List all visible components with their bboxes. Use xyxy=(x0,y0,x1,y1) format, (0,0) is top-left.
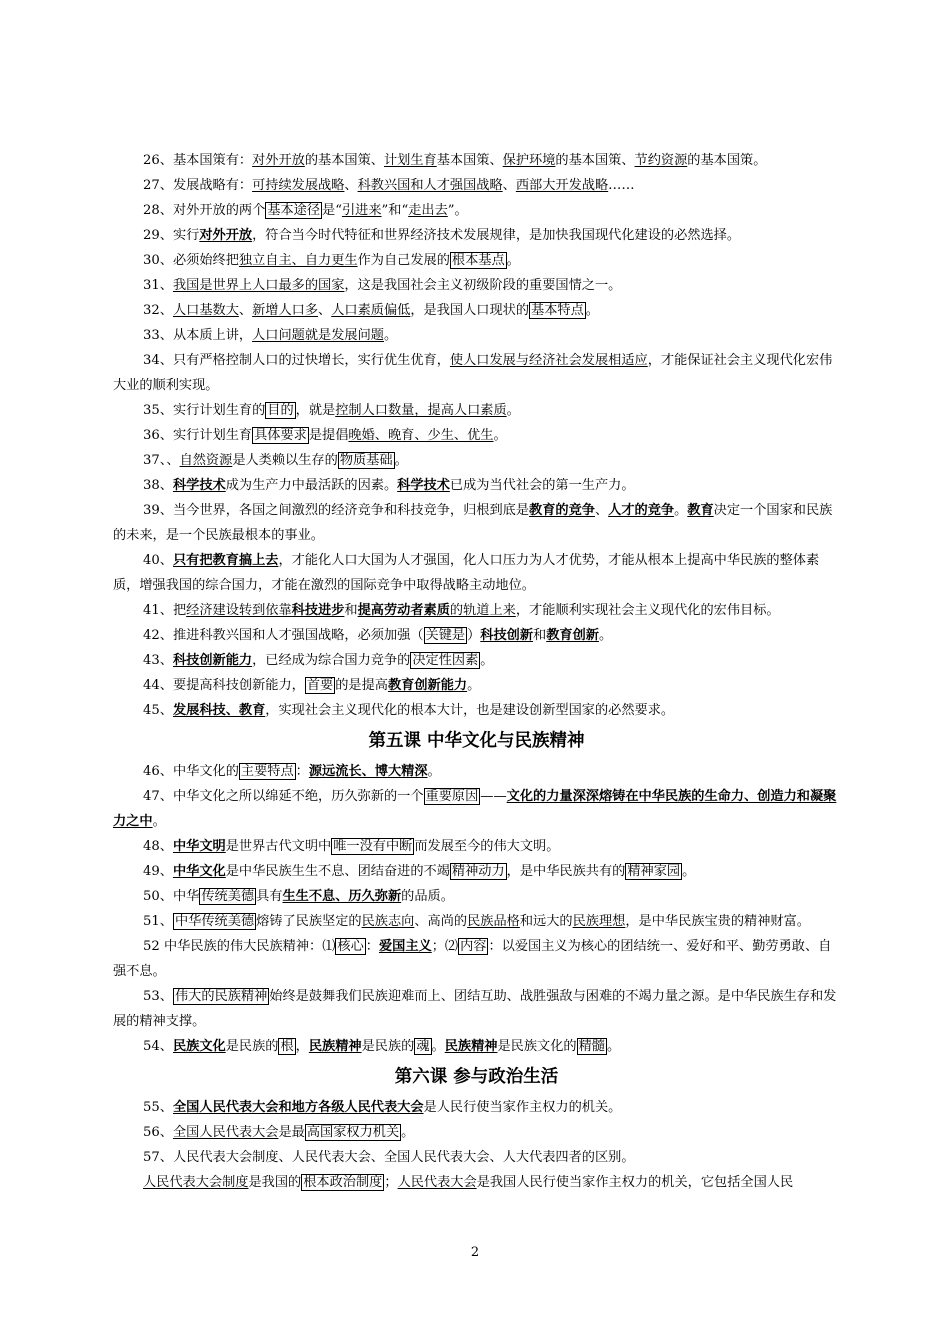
text-run: ，实现社会主义现代化的根本大计，也是建设创新型国家的必然要求。 xyxy=(265,703,675,718)
boxed-term: 内容 xyxy=(460,939,487,954)
boxed-term: 传统美德 xyxy=(201,889,255,904)
paragraph-p35 xyxy=(113,398,840,423)
paragraph-p26 xyxy=(113,148,840,173)
text-run: 的是提高 xyxy=(335,678,388,693)
text-run: 44、要提高科技创新能力， xyxy=(143,678,305,693)
emphasized-text: 控制人口数量，提高人口素质 xyxy=(335,403,507,418)
emphasized-text: 晚婚、晚育、少生、优生 xyxy=(348,428,494,443)
text-run: 。 xyxy=(401,1125,415,1140)
emphasized-text: 文化的力量深深熔铸在中华民族的生命力、创造力和凝聚力之中 xyxy=(113,789,837,829)
emphasized-text: 人口素质偏低 xyxy=(331,303,411,318)
text-run: 、 xyxy=(238,303,253,318)
text-run: 熔铸了民族坚定的 xyxy=(256,914,362,929)
emphasized-text: 中华文明 xyxy=(172,839,226,854)
boxed-term: 根本基点 xyxy=(451,253,505,268)
text-run: 和远大的 xyxy=(519,914,573,929)
boxed-term: 重要原因 xyxy=(425,789,479,804)
paragraph-p57 xyxy=(113,1145,840,1170)
boxed-term: 精神家园 xyxy=(627,864,681,879)
text-run: 的基本国策。 xyxy=(687,153,767,168)
text-run: 49、 xyxy=(143,864,173,879)
emphasized-text: 节约资源 xyxy=(634,153,688,168)
boxed-term: 基本途径 xyxy=(267,203,321,218)
emphasized-text: 科学技术 xyxy=(172,478,226,493)
emphasized-text: 民族精神 xyxy=(308,1039,362,1054)
text-run: 、 xyxy=(502,178,516,193)
emphasized-text: 的轨道上来 xyxy=(449,603,516,618)
text-run: 决定一个国家和民族的未来，是一个民族最根本的事业。 xyxy=(113,503,833,543)
text-run: ，才能保证社会主义现代化宏伟大业的顺利实现。 xyxy=(113,353,833,393)
paragraph-p56 xyxy=(113,1120,840,1145)
emphasized-text: 民族志向 xyxy=(361,914,415,929)
text-run: ： xyxy=(365,939,379,954)
text-run: 27、发展战略有： xyxy=(143,178,253,193)
text-run: 53、 xyxy=(143,989,173,1004)
text-run: 、 xyxy=(318,303,332,318)
text-run: 42、推进科教兴国和人才强国战略，必须加强（ xyxy=(143,628,424,643)
paragraph-p32 xyxy=(113,298,840,323)
emphasized-text: 使人口发展与经济社会发展相适应 xyxy=(449,353,648,368)
text-run: 52 中华民族的伟大民族精神：⑴ xyxy=(143,939,336,954)
text-run: 28、对外开放的两个 xyxy=(143,203,266,218)
text-run: ，已经成为综合国力竞争的 xyxy=(252,653,411,668)
text-run: 41、把 xyxy=(143,603,187,618)
emphasized-text: 只有把教育搞上去 xyxy=(172,553,279,568)
text-run: 、 xyxy=(594,503,609,518)
text-run: 。 xyxy=(427,764,441,779)
paragraph-p50 xyxy=(113,884,840,909)
paragraph-p43 xyxy=(113,648,840,673)
text-run: 。 xyxy=(383,328,398,343)
text-run: ，是中华民族宝贵的精神财富。 xyxy=(625,914,810,929)
text-run: 基本国策、 xyxy=(436,153,503,168)
boxed-term: 物质基础 xyxy=(339,453,393,468)
emphasized-text: 人民代表大会制度 xyxy=(143,1175,249,1190)
emphasized-text: 科学技术 xyxy=(397,478,450,493)
text-run: 和 xyxy=(533,628,547,643)
text-run: 具有 xyxy=(256,889,283,904)
text-run: 37、、 xyxy=(143,453,180,468)
text-run: 47、中华文化之所以绵延不绝，历久弥新的一个 xyxy=(143,789,424,804)
text-run: 31、 xyxy=(143,278,173,293)
section-heading: 第五课 中华文化与民族精神 xyxy=(368,731,585,751)
text-run: 是人民行使当家作主权力的机关。 xyxy=(423,1100,622,1115)
text-run: —— xyxy=(480,789,507,804)
text-run: 。 xyxy=(480,653,494,668)
text-run: 46、中华文化的 xyxy=(143,764,239,779)
text-run: …… xyxy=(608,178,635,193)
paragraph-p40 xyxy=(113,548,840,598)
emphasized-text: 全国人民代表大会 xyxy=(172,1125,279,1140)
text-run: 是“ xyxy=(322,203,342,218)
text-run: 的品质。 xyxy=(401,889,454,904)
text-run: 。 xyxy=(674,503,688,518)
emphasized-text: 提高劳动者素质 xyxy=(357,603,450,618)
text-run: ”和“ xyxy=(381,203,409,218)
text-run: ，就是 xyxy=(295,403,336,418)
text-run: ：以爱国主义为核心的团结统一、爱好和平、勤劳勇敢、自强不息。 xyxy=(113,939,832,979)
boxed-term: 决定性因素 xyxy=(412,653,479,668)
text-run: 30、必须始终把 xyxy=(143,253,239,268)
text-run: 是中华民族生生不息、团结奋进的不竭 xyxy=(225,864,450,879)
boxed-term: 目的 xyxy=(267,403,294,418)
emphasized-text: 走出去 xyxy=(408,203,448,218)
text-run: 。 xyxy=(606,1039,621,1054)
paragraph-p37 xyxy=(113,448,840,473)
text-run: 作为自己发展的 xyxy=(357,253,450,268)
text-run: 36、实行计划生育 xyxy=(143,428,253,443)
boxed-term: 魂 xyxy=(416,1039,430,1054)
emphasized-text: 科技创新 xyxy=(480,628,534,643)
paragraph-p27 xyxy=(113,173,840,198)
paragraph-p46 xyxy=(113,759,840,784)
text-run: 成为生产力中最活跃的因素。 xyxy=(225,478,398,493)
emphasized-text: 科教兴国和人才强国战略 xyxy=(357,178,503,193)
boxed-term: 伟大的民族精神 xyxy=(174,989,268,1004)
text-run: 56、 xyxy=(143,1125,173,1140)
emphasized-text: 民族精神 xyxy=(444,1039,498,1054)
text-run: ；⑵ xyxy=(431,939,459,954)
emphasized-text: 教育创新能力 xyxy=(387,678,468,693)
paragraph-p45 xyxy=(113,698,840,723)
text-run: 而发展至今的伟大文明。 xyxy=(414,839,560,854)
text-run: 是民族的 xyxy=(361,1039,415,1054)
text-run: ） xyxy=(467,628,481,643)
text-run: 始终是鼓舞我们民族迎难而上、团结互助、战胜强敌与困难的不竭力量之源。是中华民族生存和发展的精神支撑。 xyxy=(113,989,837,1029)
emphasized-text: 经济建设转到依靠 xyxy=(186,603,292,618)
paragraph-p38 xyxy=(113,473,840,498)
text-run: ，这是我国社会主义初级阶段的重要国情之一。 xyxy=(344,278,622,293)
boxed-term: 高国家权力机关 xyxy=(306,1125,400,1140)
text-run: 的基本国策、 xyxy=(304,153,384,168)
boxed-term: 关键是 xyxy=(425,628,466,643)
paragraph-p34 xyxy=(113,348,840,398)
paragraph-p39 xyxy=(113,498,840,548)
text-run: 是民族的 xyxy=(225,1039,279,1054)
boxed-term: 首要 xyxy=(306,678,334,693)
emphasized-text: 对外开放 xyxy=(252,153,305,168)
boxed-term: 核心 xyxy=(337,939,364,954)
paragraph-p48 xyxy=(113,834,840,859)
emphasized-text: 教育 xyxy=(687,503,714,518)
emphasized-text: 爱国主义 xyxy=(378,939,432,954)
text-run: 是我国的 xyxy=(248,1175,302,1190)
text-run: 38、 xyxy=(143,478,173,493)
boxed-term: 基本特点 xyxy=(531,303,584,318)
text-run: 34、只有严格控制人口的过快增长，实行优生优育， xyxy=(143,353,450,368)
text-run: 、高尚的 xyxy=(414,914,468,929)
emphasized-text: 保护环境 xyxy=(502,153,556,168)
paragraph-p44 xyxy=(113,673,840,698)
text-run: 55、 xyxy=(143,1100,173,1115)
paragraph-p51 xyxy=(113,909,840,934)
emphasized-text: 人口问题就是发展问题 xyxy=(252,328,384,343)
text-run: 。 xyxy=(431,1039,445,1054)
text-run: 。 xyxy=(394,453,408,468)
emphasized-text: 民族理想 xyxy=(572,914,626,929)
text-run: 是我国人民行使当家作主权力的机关，它包括全国人民 xyxy=(476,1175,794,1190)
paragraph-p47 xyxy=(113,784,840,834)
paragraph-p29 xyxy=(113,223,840,248)
text-run: 。 xyxy=(493,428,507,443)
emphasized-text: 引进来 xyxy=(341,203,382,218)
text-run: 。 xyxy=(506,253,520,268)
text-run: ，是我国人口现状的 xyxy=(410,303,530,318)
paragraph-p33 xyxy=(113,323,840,348)
emphasized-text: 生生不息、历久弥新 xyxy=(282,889,402,904)
emphasized-text: 科技进步 xyxy=(291,603,345,618)
emphasized-text: 人民代表大会 xyxy=(397,1175,477,1190)
text-run: 、 xyxy=(344,178,358,193)
text-run: 是提倡 xyxy=(308,428,349,443)
paragraph-p54 xyxy=(113,1034,840,1059)
text-run: 是民族文化的 xyxy=(497,1039,577,1054)
section-heading: 第六课 参与政治生活 xyxy=(394,1067,559,1087)
emphasized-text: 计划生育 xyxy=(383,153,437,168)
emphasized-text: 人口基数大 xyxy=(172,303,239,318)
paragraph-p31 xyxy=(113,273,840,298)
emphasized-text: 新增人口多 xyxy=(252,303,319,318)
paragraph-p53 xyxy=(113,984,840,1034)
emphasized-text: 对外开放 xyxy=(199,228,253,243)
text-run: 。 xyxy=(467,678,481,693)
text-run: 和 xyxy=(344,603,358,618)
emphasized-text: 中华文化 xyxy=(172,864,226,879)
paragraph-p49 xyxy=(113,859,840,884)
text-run: 。 xyxy=(506,403,520,418)
text-run: 35、实行计划生育的 xyxy=(143,403,266,418)
paragraph-p57b xyxy=(113,1170,840,1195)
emphasized-text: 我国是世界上人口最多的国家 xyxy=(172,278,345,293)
emphasized-text: 民族文化 xyxy=(172,1039,226,1054)
text-run: 。 xyxy=(585,303,599,318)
text-run: 39、当今世界，各国之间激烈的经济竞争和科技竞争，归根到底是 xyxy=(143,503,530,518)
text-run: 。 xyxy=(682,864,696,879)
emphasized-text: 人才的竞争 xyxy=(608,503,675,518)
text-run: 45、 xyxy=(143,703,173,718)
text-run: ，是中华民族共有的 xyxy=(506,864,626,879)
emphasized-text: 民族品格 xyxy=(467,914,520,929)
emphasized-text: 自然资源 xyxy=(179,453,233,468)
boxed-term: 精神动力 xyxy=(451,864,505,879)
text-run: ，才能化人口大国为人才强国，化人口压力为人才优势，才能从根本上提高中华民族的整体素质，增强我国的综合国力，才能在激烈的国际竞争中取得战略主动地位。 xyxy=(113,553,820,593)
boxed-term: 具体要求 xyxy=(254,428,307,443)
emphasized-text: 教育创新 xyxy=(546,628,599,643)
text-run: 32、 xyxy=(143,303,173,318)
text-run: 33、从本质上讲， xyxy=(143,328,253,343)
paragraph-p55 xyxy=(113,1095,840,1120)
text-run: ”。 xyxy=(447,203,468,218)
emphasized-text: 科技创新能力 xyxy=(172,653,253,668)
text-run: 是人类赖以生存的 xyxy=(232,453,338,468)
text-run: ： xyxy=(295,764,309,779)
page-number: 2 xyxy=(470,1245,480,1260)
text-run: 29、实行 xyxy=(143,228,200,243)
paragraph-p28 xyxy=(113,198,840,223)
text-run: 40、 xyxy=(143,553,173,568)
boxed-term: 中华传统美德 xyxy=(174,914,255,929)
boxed-term: 唯一没有中断 xyxy=(333,839,413,854)
text-run: 54、 xyxy=(143,1039,173,1054)
text-run: 48、 xyxy=(143,839,173,854)
boxed-term: 主要特点 xyxy=(240,764,294,779)
boxed-term: 根 xyxy=(280,1039,294,1054)
text-run: ； xyxy=(384,1175,398,1190)
boxed-term: 根本政治制度 xyxy=(303,1175,383,1190)
paragraph-p42 xyxy=(113,623,840,648)
paragraph-p36 xyxy=(113,423,840,448)
emphasized-text: 全国人民代表大会和地方各级人民代表大会 xyxy=(172,1100,424,1115)
text-run: 是世界古代文明中 xyxy=(225,839,332,854)
emphasized-text: 源远流长、博大精深 xyxy=(308,764,428,779)
emphasized-text: 独立自主、自力更生 xyxy=(238,253,358,268)
text-run: 51、 xyxy=(143,914,173,929)
emphasized-text: 发展科技、教育 xyxy=(172,703,266,718)
text-run: ，才能顺利实现社会主义现代化的宏伟目标。 xyxy=(515,603,780,618)
boxed-term: 精髓 xyxy=(578,1039,605,1054)
paragraph-p30 xyxy=(113,248,840,273)
emphasized-text: 西部大开发战略 xyxy=(515,178,609,193)
emphasized-text: 可持续发展战略 xyxy=(252,178,345,193)
text-run: 已成为当代社会的第一生产力。 xyxy=(449,478,635,493)
text-run: 。 xyxy=(598,628,613,643)
paragraph-p52 xyxy=(113,934,840,984)
text-run: 是最 xyxy=(278,1125,305,1140)
text-run: 。 xyxy=(152,814,166,829)
text-run: ，符合当今时代特征和世界经济技术发展规律，是加快我国现代化建设的必然选择。 xyxy=(252,228,741,243)
text-run: 57、人民代表大会制度、人民代表大会、全国人民代表大会、人大代表四者的区别。 xyxy=(143,1150,635,1165)
text-run: 43、 xyxy=(143,653,173,668)
text-run: 50、中华 xyxy=(143,889,200,904)
text-run: ， xyxy=(295,1039,309,1054)
emphasized-text: 教育的竞争 xyxy=(529,503,595,518)
text-run: 的基本国策、 xyxy=(555,153,635,168)
paragraph-p41 xyxy=(113,598,840,623)
document-body xyxy=(113,148,840,1195)
text-run: 26、基本国策有： xyxy=(143,153,253,168)
